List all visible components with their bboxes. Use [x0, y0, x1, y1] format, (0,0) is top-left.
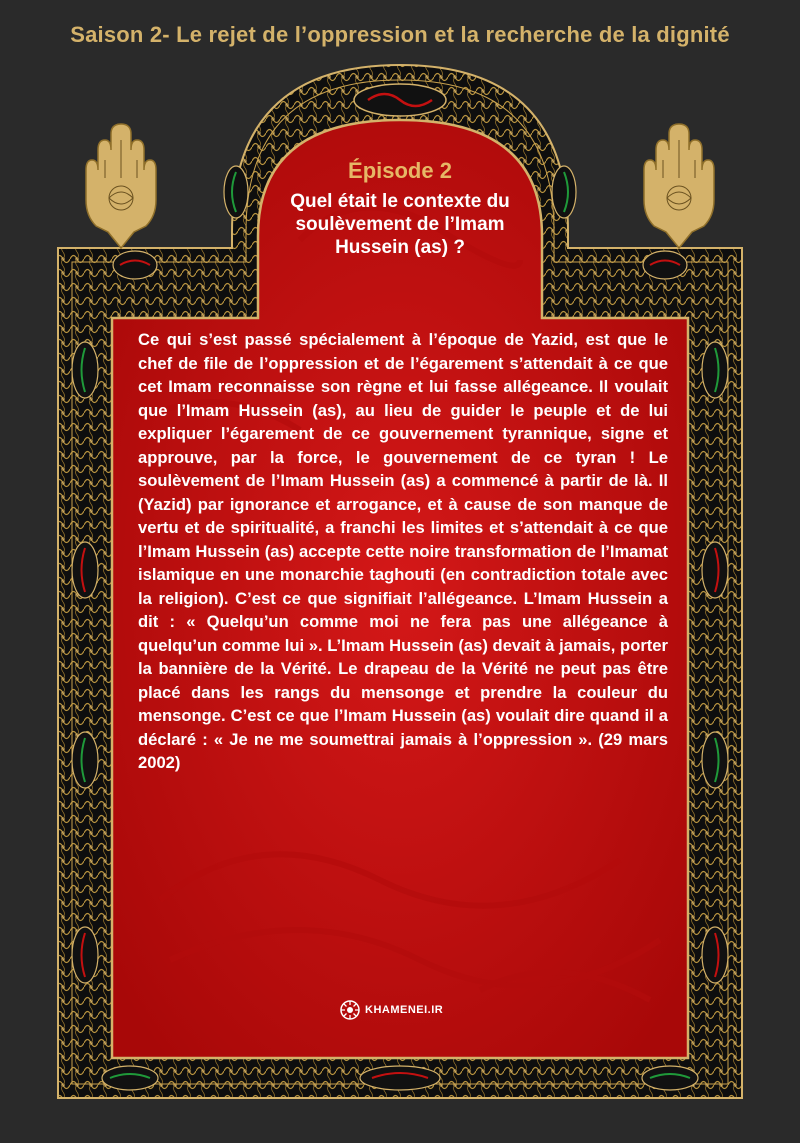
episode-label: Épisode 2: [348, 158, 452, 183]
logo-text: KHAMENEI.IR: [365, 1004, 444, 1016]
page-title: Saison 2- Le rejet de l’oppression et la recherche de la dignité: [70, 22, 730, 47]
question-title: Quel était le contexte du soulèvement de l’Imam Hussein (as) ?: [290, 191, 510, 258]
body-text: Ce qui s’est passé spécialement à l’époque de Yazid, est que le chef de file de l’oppression et de l’égarement s’attendait à ce que cet Imam reconnaisse son règne et lui fasse allégeance. Il voulait que l’Imam Hussein (as), au lieu de guider le peuple et de lui expliquer l’égarement de ce gouvernement tyrannique, signe et approuve, par la force, le gouvernement de ce tyran ! Le soulèvement de l’Imam Hussein (as) a commencé à partir de là. Il (Yazid) par ignorance et arrogance, et à cause de son manque de vertu et de spiritualité, a franchi les limites et s’attendait à ce que l’Imam Hussein (as) accepte cette noire transformation de l’Imamat islamique en une monarchie taghouti (en contradiction totale avec la religion). C’est ce que signifiait l’allégeance. L’Imam Hussein a dit : « Quelqu’un comme moi ne fera pas une allégeance à quelqu’un comme lui ». L’Imam Hussein (as) devait à jamais, porter la bannière de la Vérité. Le drapeau de la Vérité ne peut pas être placé dans les rangs du mensonge et prendre la couleur du mensonge. C’est ce que l’Imam Hussein (as) voulait dire quand il a déclaré : « Je ne me soumettrai jamais à l’oppression ». (29 mars 2002): [138, 330, 668, 772]
khamenei-logo: [340, 1000, 460, 1020]
khamenei-logo-icon: [340, 1000, 360, 1020]
hamsa-hand-icon: [78, 120, 164, 250]
hamsa-hand-icon: [636, 120, 722, 250]
